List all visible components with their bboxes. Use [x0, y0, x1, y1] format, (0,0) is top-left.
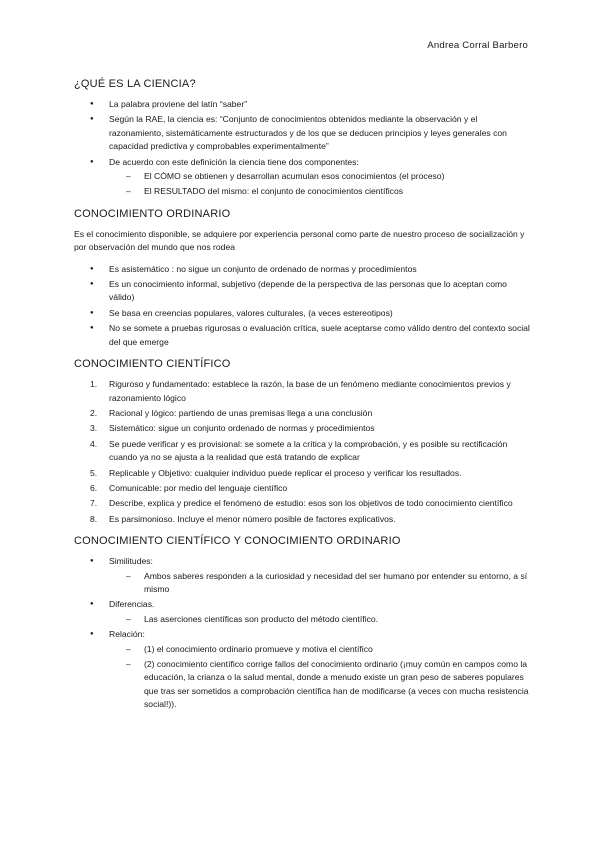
item-text: Comunicable: por medio del lenguaje científico — [109, 482, 288, 493]
item-number: 2. — [90, 407, 98, 418]
relacion-sublist — [109, 643, 530, 712]
item-text: Sistemático: sigue un conjunto ordenado de normas y procedimientos — [109, 423, 375, 434]
item-text: Describe, explica y predice el fenómeno de estudio: esos son los objetivos de todo conocimiento científico — [109, 498, 513, 509]
author-header: Andrea Corral Barbero — [427, 40, 528, 51]
numbered-item — [74, 422, 530, 435]
list-item-relacion — [74, 628, 530, 711]
item-text: Es parsimonioso. Incluye el menor número posible de factores explicativos. — [109, 513, 396, 524]
item-number: 1. — [90, 379, 98, 390]
list-item-diferencias — [74, 598, 530, 626]
section-title-cientifico: CONOCIMIENTO CIENTÍFICO — [74, 358, 231, 371]
item-text: Replicable y Objetivo: cualquier individuo puede replicar el proceso y verificar los resultados. — [109, 467, 462, 478]
list-item-text: Relación: — [109, 629, 145, 640]
numbered-item — [74, 378, 530, 405]
numbered-item — [74, 482, 530, 495]
list-item-text: De acuerdo con este definición la ciencia tiene dos componentes: — [109, 156, 359, 167]
numbered-item — [74, 497, 530, 510]
sublist-item: – Las aserciones científicas son producto del método científico. — [109, 613, 530, 626]
diferencias-sublist — [109, 613, 530, 626]
section-title-ordinario: CONOCIMIENTO ORDINARIO — [74, 207, 231, 220]
list-item: ● La palabra proviene del latín “saber” — [74, 98, 530, 111]
list-item-text: Diferencias. — [109, 599, 155, 610]
comparacion-list — [74, 555, 530, 711]
sublist-item: – El CÓMO se obtienen y desarrollan acumulan esos conocimientos (el proceso) — [109, 170, 530, 183]
item-number: 5. — [90, 467, 98, 478]
list-item: ● No se somete a pruebas rigurosas o evaluación crítica, suele aceptarse como válido dentro del contexto social del que emerge — [74, 322, 530, 349]
sublist-item: – (2) conocimiento científico corrige fallos del conocimiento ordinario (¡muy común en campos como la educación, la crianza o la salud mental, donde a menudo existe un gran peso de saberes populares que tras ser sometidos a comprobación científica han de modificarse (a veces con mucha resistencia social!)). — [109, 658, 530, 712]
ciencia-sublist — [109, 170, 530, 199]
item-text: Se puede verificar y es provisional: se somete a la crítica y la comprobación, y es posible su rectificación cuando ya no se ajusta a la realidad que está tratando de explicar — [109, 438, 508, 463]
item-number: 3. — [90, 423, 98, 434]
similitudes-sublist — [109, 570, 530, 597]
sublist-item: – Ambos saberes responden a la curiosidad y necesidad del ser humano por entender su entorno, a sí mismo — [109, 570, 530, 597]
item-text: Riguroso y fundamentado: establece la razón, la base de un fenómeno mediante conocimientos previos y razonamiento lógico — [109, 379, 511, 403]
list-item: ● Según la RAE, la ciencia es: “Conjunto de conocimientos obtenidos mediante la observación y el razonamiento, sistemáticamente estructurados y de los que se deducen principios y leyes generales con capacidad predictiva y comprobables experimentalmente” — [74, 113, 530, 153]
item-number: 4. — [90, 438, 98, 449]
list-item: ● Se basa en creencias populares, valores culturales, (a veces estereotipos) — [74, 307, 530, 320]
section-title-ciencia: ¿QUÉ ES LA CIENCIA? — [74, 78, 196, 90]
item-text: Racional y lógico: partiendo de unas premisas llega a una conclusión — [109, 407, 373, 418]
section-title-comparacion: CONOCIMIENTO CIENTÍFICO Y CONOCIMIENTO ORDINARIO — [74, 535, 401, 548]
list-item: ● Es un conocimiento informal, subjetivo (depende de la perspectiva de las personas que lo aceptan como válido) — [74, 278, 530, 305]
ordinario-list — [74, 263, 530, 349]
sublist-item: – El RESULTADO del mismo: el conjunto de conocimientos científicos — [109, 185, 530, 198]
list-item: ● Es asistemático : no sigue un conjunto de ordenado de normas y procedimientos — [74, 263, 530, 276]
list-item-similitudes — [74, 555, 530, 596]
list-item — [74, 156, 530, 199]
sublist-item: – (1) el conocimiento ordinario promueve y motiva el científico — [109, 643, 530, 656]
list-item-text: Similitudes: — [109, 556, 153, 567]
numbered-item — [74, 407, 530, 420]
numbered-item — [74, 513, 530, 526]
item-number: 7. — [90, 498, 98, 509]
item-number: 8. — [90, 513, 98, 524]
cientifico-list — [74, 378, 530, 526]
numbered-item — [74, 467, 530, 480]
ciencia-list — [74, 98, 530, 199]
item-number: 6. — [90, 482, 98, 493]
ordinario-intro: Es el conocimiento disponible, se adquiere por experiencia personal como parte de nuestro proceso de socialización y por observación del mundo que nos rodea — [74, 228, 525, 253]
numbered-item — [74, 438, 530, 465]
document-body — [74, 78, 530, 721]
